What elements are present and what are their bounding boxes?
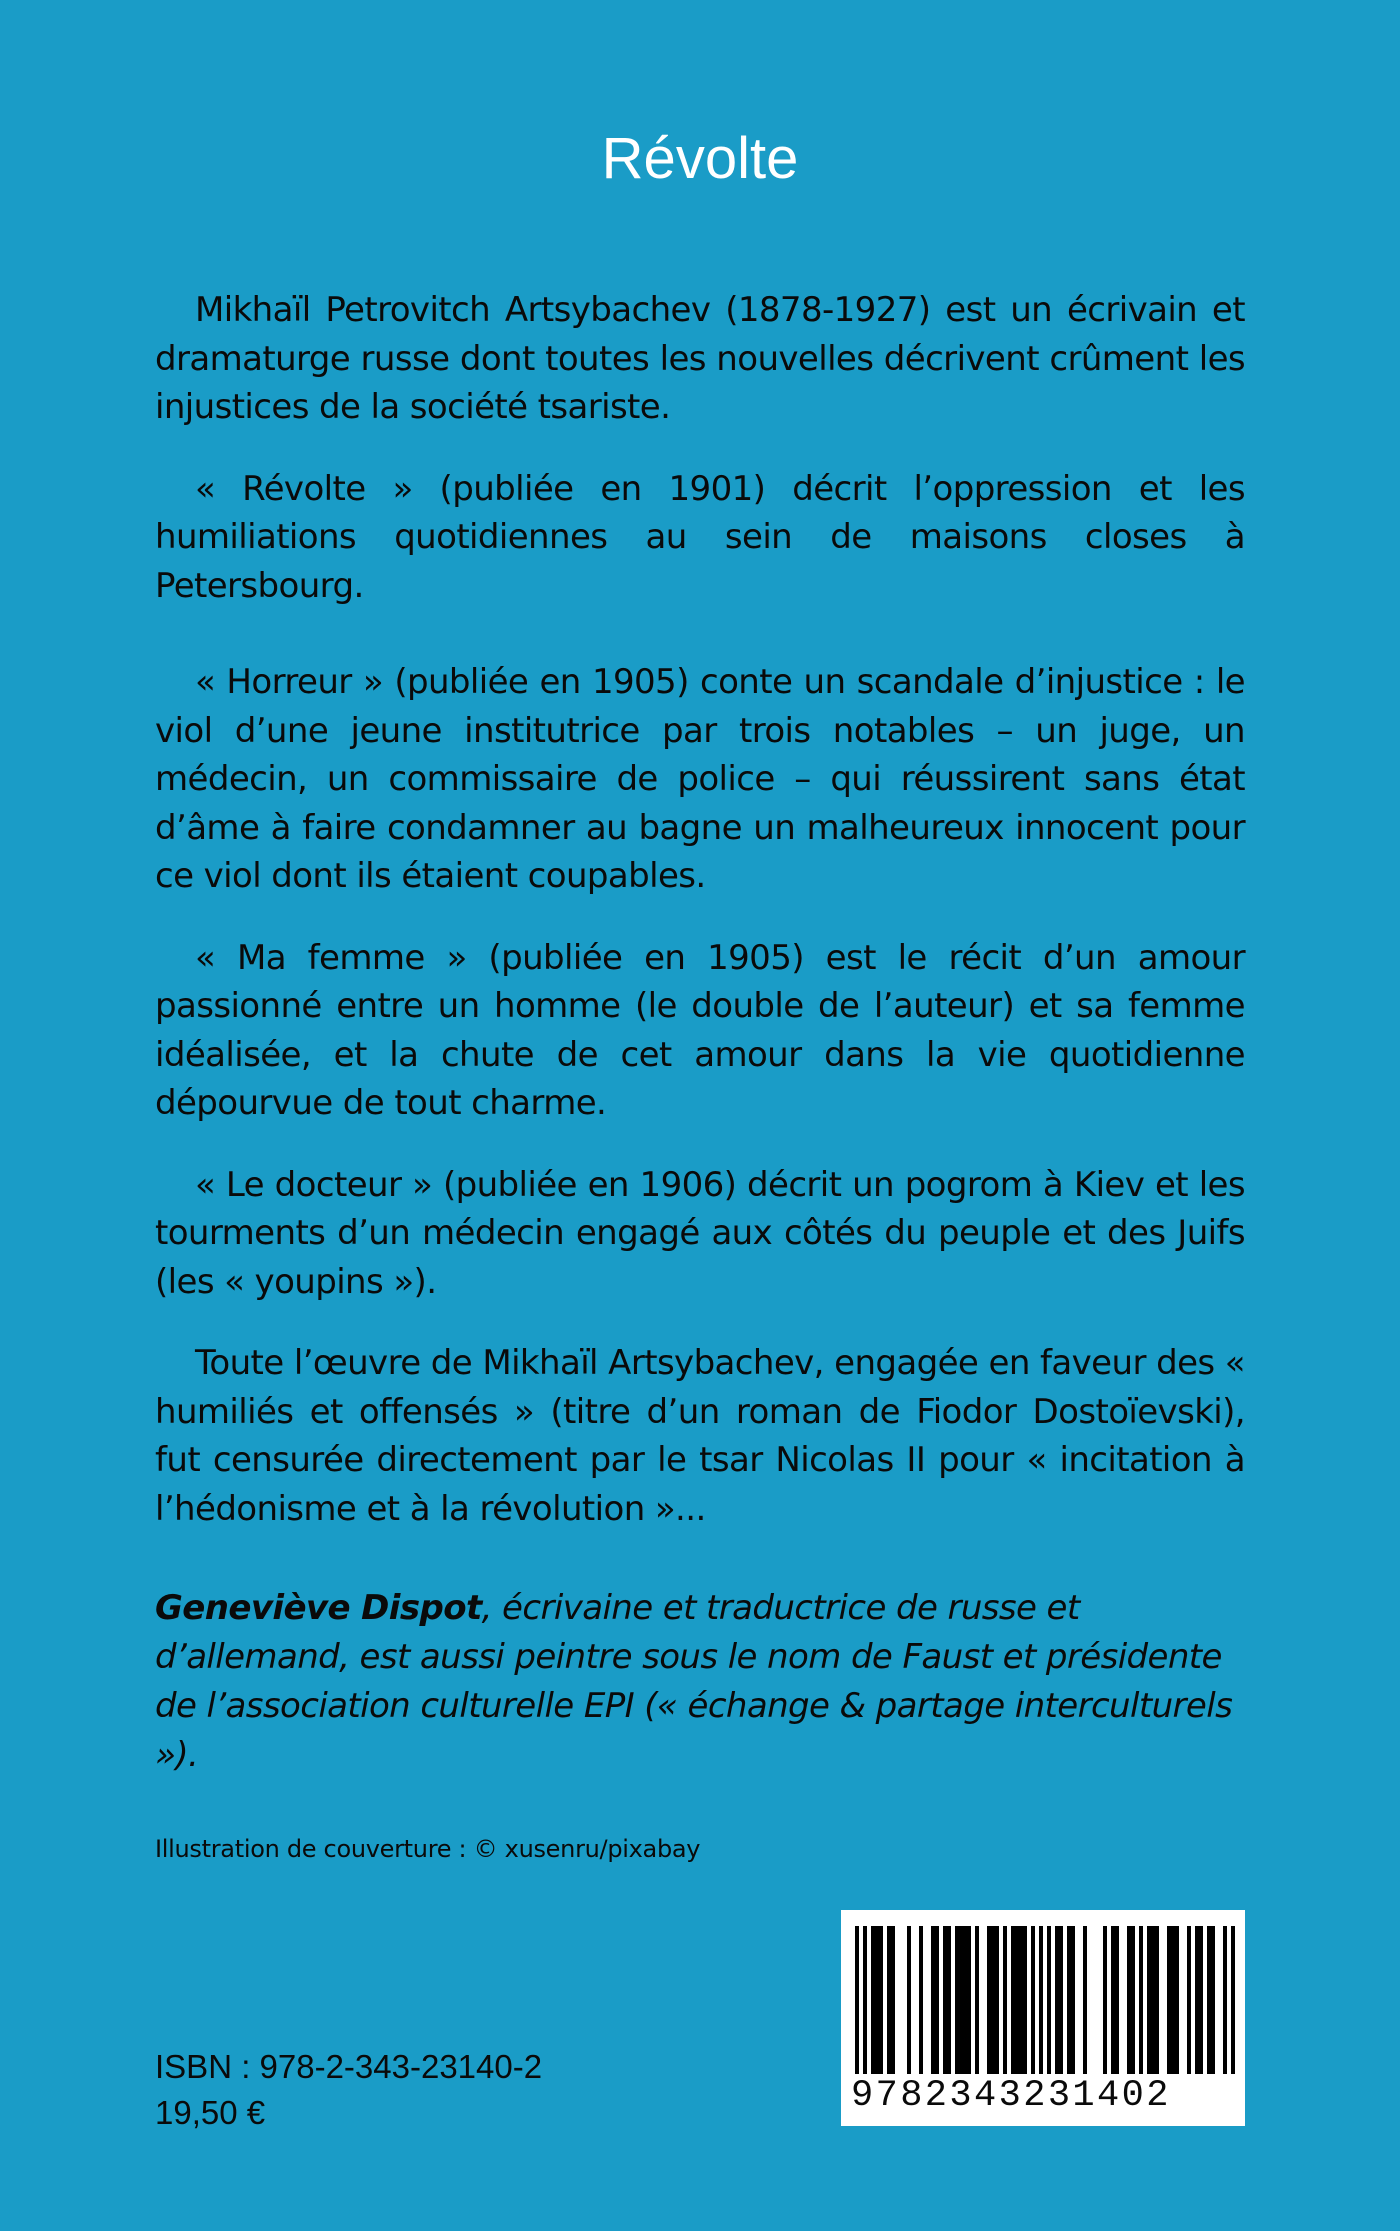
barcode-bar	[1139, 1926, 1143, 2074]
barcode-bar	[871, 1926, 883, 2074]
isbn-label: ISBN : 978-2-343-23140-2	[155, 2048, 543, 2085]
barcode-bar	[987, 1926, 999, 2074]
barcode-bar	[1127, 1926, 1135, 2074]
barcode-bar	[955, 1926, 971, 2074]
barcode-bar	[907, 1926, 911, 2074]
page-title: Révolte	[601, 126, 799, 191]
barcode-bar	[975, 1926, 979, 2074]
barcode-bar	[887, 1926, 895, 2074]
illustration-credit: Illustration de couverture : © xusenru/pixabay	[155, 1835, 701, 1863]
barcode	[841, 1910, 1245, 2126]
barcode-bar	[1103, 1926, 1107, 2074]
barcode-bar	[1207, 1926, 1215, 2074]
barcode-bar	[1187, 1926, 1191, 2074]
price-label: 19,50 €	[155, 2094, 266, 2131]
isbn-price-block	[155, 2044, 542, 2136]
barcode-bar	[1067, 1926, 1075, 2074]
barcode-bar	[855, 1926, 859, 2074]
translator-name: Geneviève Dispot	[155, 1588, 482, 1628]
barcode-bar	[1195, 1926, 1203, 2074]
paragraph-censorship: Toute l’œuvre de Mikhaïl Artsybachev, engagée en faveur des « humiliés et offensés » (titre d’un roman de Fiodor Dostoïevski), fut censurée directement par le tsar Nicolas II pour « incitation à l’hédonisme et à la révolution »...	[155, 1343, 1245, 1529]
translator-bio	[155, 1584, 1245, 1780]
barcode-bar	[1011, 1926, 1027, 2074]
barcode-bar	[1055, 1926, 1063, 2074]
barcode-bar	[1039, 1926, 1043, 2074]
paragraph-author-intro: Mikhaïl Petrovitch Artsybachev (1878-1927) est un écrivain et dramaturge russe dont toutes les nouvelles décrivent crûment les injustices de la société tsariste.	[155, 290, 1245, 427]
barcode-bar	[1083, 1926, 1087, 2074]
barcode-bar	[1223, 1926, 1227, 2074]
barcode-bar	[943, 1926, 951, 2074]
barcode-bar	[1231, 1926, 1235, 2074]
barcode-bar	[1031, 1926, 1035, 2074]
paragraph-ma-femme: « Ma femme » (publiée en 1905) est le récit d’un amour passionné entre un homme (le double de l’auteur) et sa femme idéalisée, et la chute de cet amour dans la vie quotidienne dépourvue de tout charme.	[155, 937, 1245, 1123]
barcode-bar	[931, 1926, 939, 2074]
barcode-bar	[1047, 1926, 1051, 2074]
back-cover-summary	[155, 286, 1245, 1566]
barcode-bar	[919, 1926, 923, 2074]
barcode-bar	[1167, 1926, 1179, 2074]
paragraph-revolte: « Révolte » (publiée en 1901) décrit l’oppression et les humiliations quotidiennes au sein de maisons closes à Petersbourg.	[155, 468, 1245, 606]
barcode-bar	[1003, 1926, 1007, 2074]
barcode-bar	[1147, 1926, 1159, 2074]
barcode-bar	[1111, 1926, 1119, 2074]
barcode-bar	[863, 1926, 867, 2074]
translator-bio-text: , écrivaine et traductrice de russe et d’allemand, est aussi peintre sous le nom de Faust et présidente de l’association culturelle EPI (« échange & partage interculturels »).	[155, 1588, 1233, 1775]
paragraph-horreur: « Horreur » (publiée en 1905) conte un scandale d’injustice : le viol d’une jeune institutrice par trois notables – un juge, un médecin, un commissaire de police – qui réussirent sans état d’âme à faire condamner au bagne un malheureux innocent pour ce viol dont ils étaient coupables.	[155, 662, 1245, 896]
paragraph-le-docteur: « Le docteur » (publiée en 1906) décrit un pogrom à Kiev et les tourments d’un médecin engagé aux côtés du peuple et des Juifs (les « youpins »).	[155, 1164, 1245, 1302]
barcode-digits: 9782343231402	[851, 2075, 1171, 2117]
